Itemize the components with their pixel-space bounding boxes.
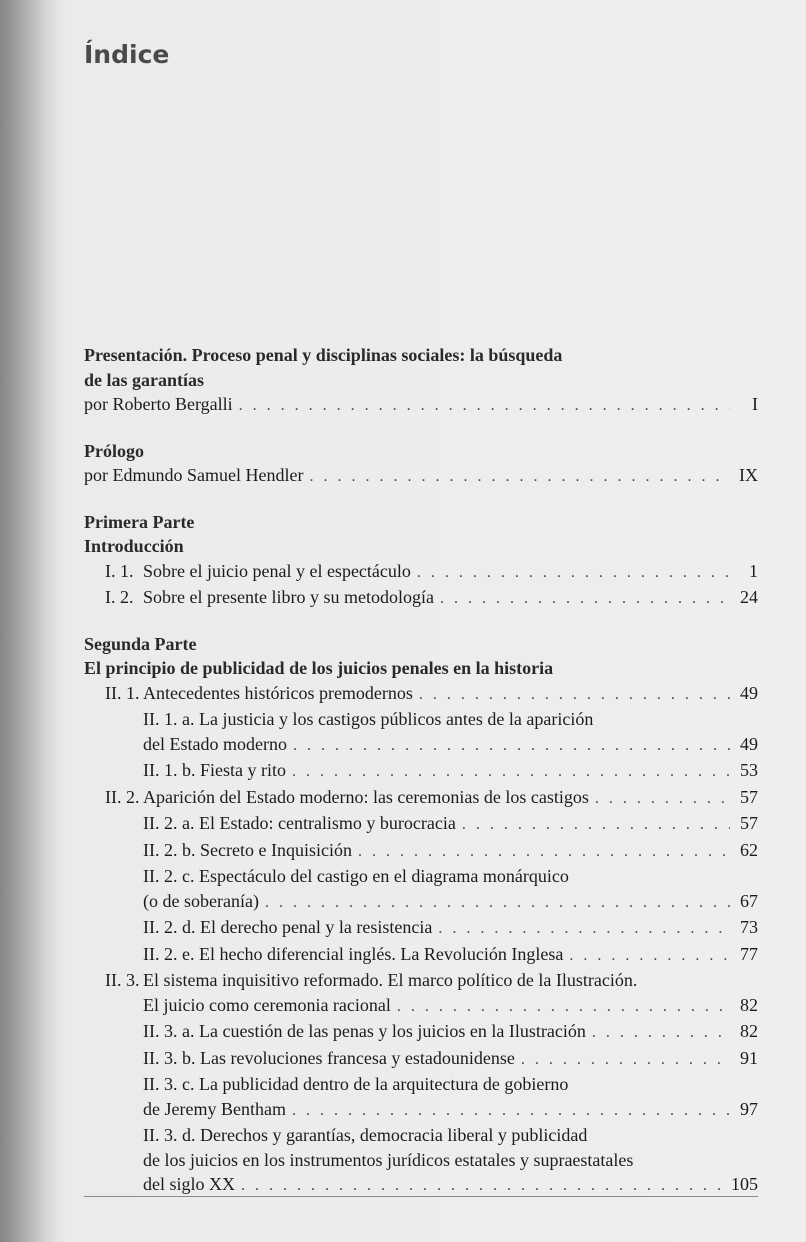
toc-subentry <box>84 1046 758 1073</box>
toc-subentry <box>84 1172 758 1199</box>
entry-title: Sobre el presente libro y su metodología <box>143 587 434 607</box>
leader-dots <box>397 995 730 1020</box>
toc-subentry <box>84 838 758 865</box>
entry-title: El sistema inquisitivo reformado. El marco político de la Ilustración. <box>143 970 638 990</box>
subentry-title-cont: de Jeremy Bentham <box>143 1098 286 1119</box>
entry-title: Sobre el juicio penal y el espectáculo <box>143 560 411 581</box>
page-number: 1 <box>749 560 758 581</box>
entry-number: I. 1. <box>105 560 134 581</box>
toc-section-prologo <box>84 439 758 490</box>
section-title: Presentación. Proceso penal y disciplinas sociales: la búsqueda <box>84 345 563 365</box>
leader-dots <box>265 891 730 916</box>
subentry-title: II. 1. b. Fiesta y rito <box>143 760 286 780</box>
part-label: Primera Parte <box>84 511 195 532</box>
subentry-title: II. 2. c. Espectáculo del castigo en el diagrama monárquico <box>143 866 569 886</box>
entry-number: I. 2. <box>105 587 134 607</box>
subentry-title-cont: (o de soberanía) <box>143 890 259 911</box>
toc-subentry <box>84 811 758 838</box>
page-number: 97 <box>740 1098 758 1119</box>
leader-dots <box>358 840 730 865</box>
subentry-title-cont: del Estado moderno <box>143 733 287 754</box>
page-number: 91 <box>740 1047 758 1068</box>
subentry-title: II. 2. e. El hecho diferencial inglés. La Revolución Inglesa <box>143 943 564 964</box>
leader-dots <box>293 734 730 759</box>
subentry-title: II. 2. a. El Estado: centralismo y burocracia <box>143 813 456 833</box>
leader-dots <box>438 917 730 942</box>
footer-rule <box>84 1196 758 1197</box>
part-title: El principio de publicidad de los juicios penales en la historia <box>84 658 554 678</box>
subentry-title: II. 3. b. Las revoluciones francesa y estadounidense <box>143 1047 515 1068</box>
toc-entry <box>84 681 758 708</box>
entry-title: Aparición del Estado moderno: las ceremonias de los castigos <box>143 786 589 807</box>
entry-number: II. 3. <box>105 970 140 990</box>
page-number: IX <box>739 465 758 485</box>
toc-section-segunda-parte <box>84 632 758 1199</box>
part-title: Introducción <box>84 536 184 556</box>
binding-shadow <box>0 0 60 1242</box>
toc-entry <box>84 463 758 490</box>
toc-entry <box>84 585 758 612</box>
subentry-title-cont: de los juicios en los instrumentos jurídicos estatales y supraestatales <box>143 1149 634 1170</box>
subentry-title: II. 3. d. Derechos y garantías, democracia liberal y publicidad <box>143 1125 588 1145</box>
author-line: por Roberto Bergalli <box>84 394 233 414</box>
entry-title: Antecedentes históricos premodernos <box>143 682 413 703</box>
page-number: 67 <box>740 890 758 911</box>
subentry-title-cont: del siglo XX <box>143 1174 235 1194</box>
toc-entry <box>84 559 758 586</box>
subentry-title: II. 2. b. Secreto e Inquisición <box>143 839 352 860</box>
toc-subentry <box>84 758 758 785</box>
leader-dots <box>521 1048 730 1073</box>
page-number: 49 <box>740 733 758 754</box>
page-number: 82 <box>740 994 758 1015</box>
page-number: 105 <box>731 1174 758 1194</box>
section-title: Prólogo <box>84 440 144 461</box>
leader-dots <box>569 944 730 969</box>
toc-section-primera-parte <box>84 510 758 612</box>
toc-subentry <box>84 915 758 942</box>
toc-subentry <box>84 889 758 916</box>
page-number: 57 <box>740 786 758 807</box>
subentry-title: II. 3. c. La publicidad dentro de la arquitectura de gobierno <box>143 1074 569 1094</box>
section-title-cont: de las garantías <box>84 369 205 390</box>
leader-dots <box>462 813 730 838</box>
leader-dots <box>419 683 730 708</box>
toc-subentry <box>84 1097 758 1124</box>
author-line: por Edmundo Samuel Hendler <box>84 465 304 485</box>
toc-subentry <box>84 942 758 969</box>
page-number: 73 <box>740 917 758 937</box>
page-number: I <box>752 394 758 414</box>
leader-dots <box>417 561 730 586</box>
entry-number: II. 2. <box>105 786 140 807</box>
leader-dots <box>241 1174 725 1199</box>
leader-dots <box>595 787 730 812</box>
toc-subentry <box>84 1019 758 1046</box>
leader-dots <box>239 394 730 419</box>
subentry-title: II. 3. a. La cuestión de las penas y los juicios en la Ilustración <box>143 1021 586 1041</box>
page-number: 49 <box>740 682 758 703</box>
toc-section-presentacion <box>84 343 758 419</box>
subentry-title: II. 2. d. El derecho penal y la resistencia <box>143 917 433 937</box>
page-number: 57 <box>740 813 758 833</box>
subentry-title: II. 1. a. La justicia y los castigos públicos antes de la aparición <box>143 709 594 729</box>
leader-dots <box>292 1099 730 1124</box>
leader-dots <box>309 465 730 490</box>
page-number: 62 <box>740 839 758 860</box>
part-label: Segunda Parte <box>84 633 197 654</box>
page-number: 82 <box>740 1021 758 1041</box>
entry-number: II. 1. <box>105 682 140 703</box>
page-number: 77 <box>740 943 758 964</box>
page-number: 24 <box>740 587 758 607</box>
leader-dots <box>440 587 730 612</box>
leader-dots <box>292 760 730 785</box>
toc-entry <box>84 392 758 419</box>
toc-entry-title <box>84 968 758 993</box>
page-heading: Índice <box>84 40 170 69</box>
toc-subentry <box>84 732 758 759</box>
toc-entry <box>84 785 758 812</box>
page-number: 53 <box>740 760 758 780</box>
leader-dots <box>592 1021 730 1046</box>
toc-entry <box>84 993 758 1020</box>
entry-title-cont: El juicio como ceremonia racional <box>143 994 391 1015</box>
table-of-contents <box>84 343 758 1199</box>
